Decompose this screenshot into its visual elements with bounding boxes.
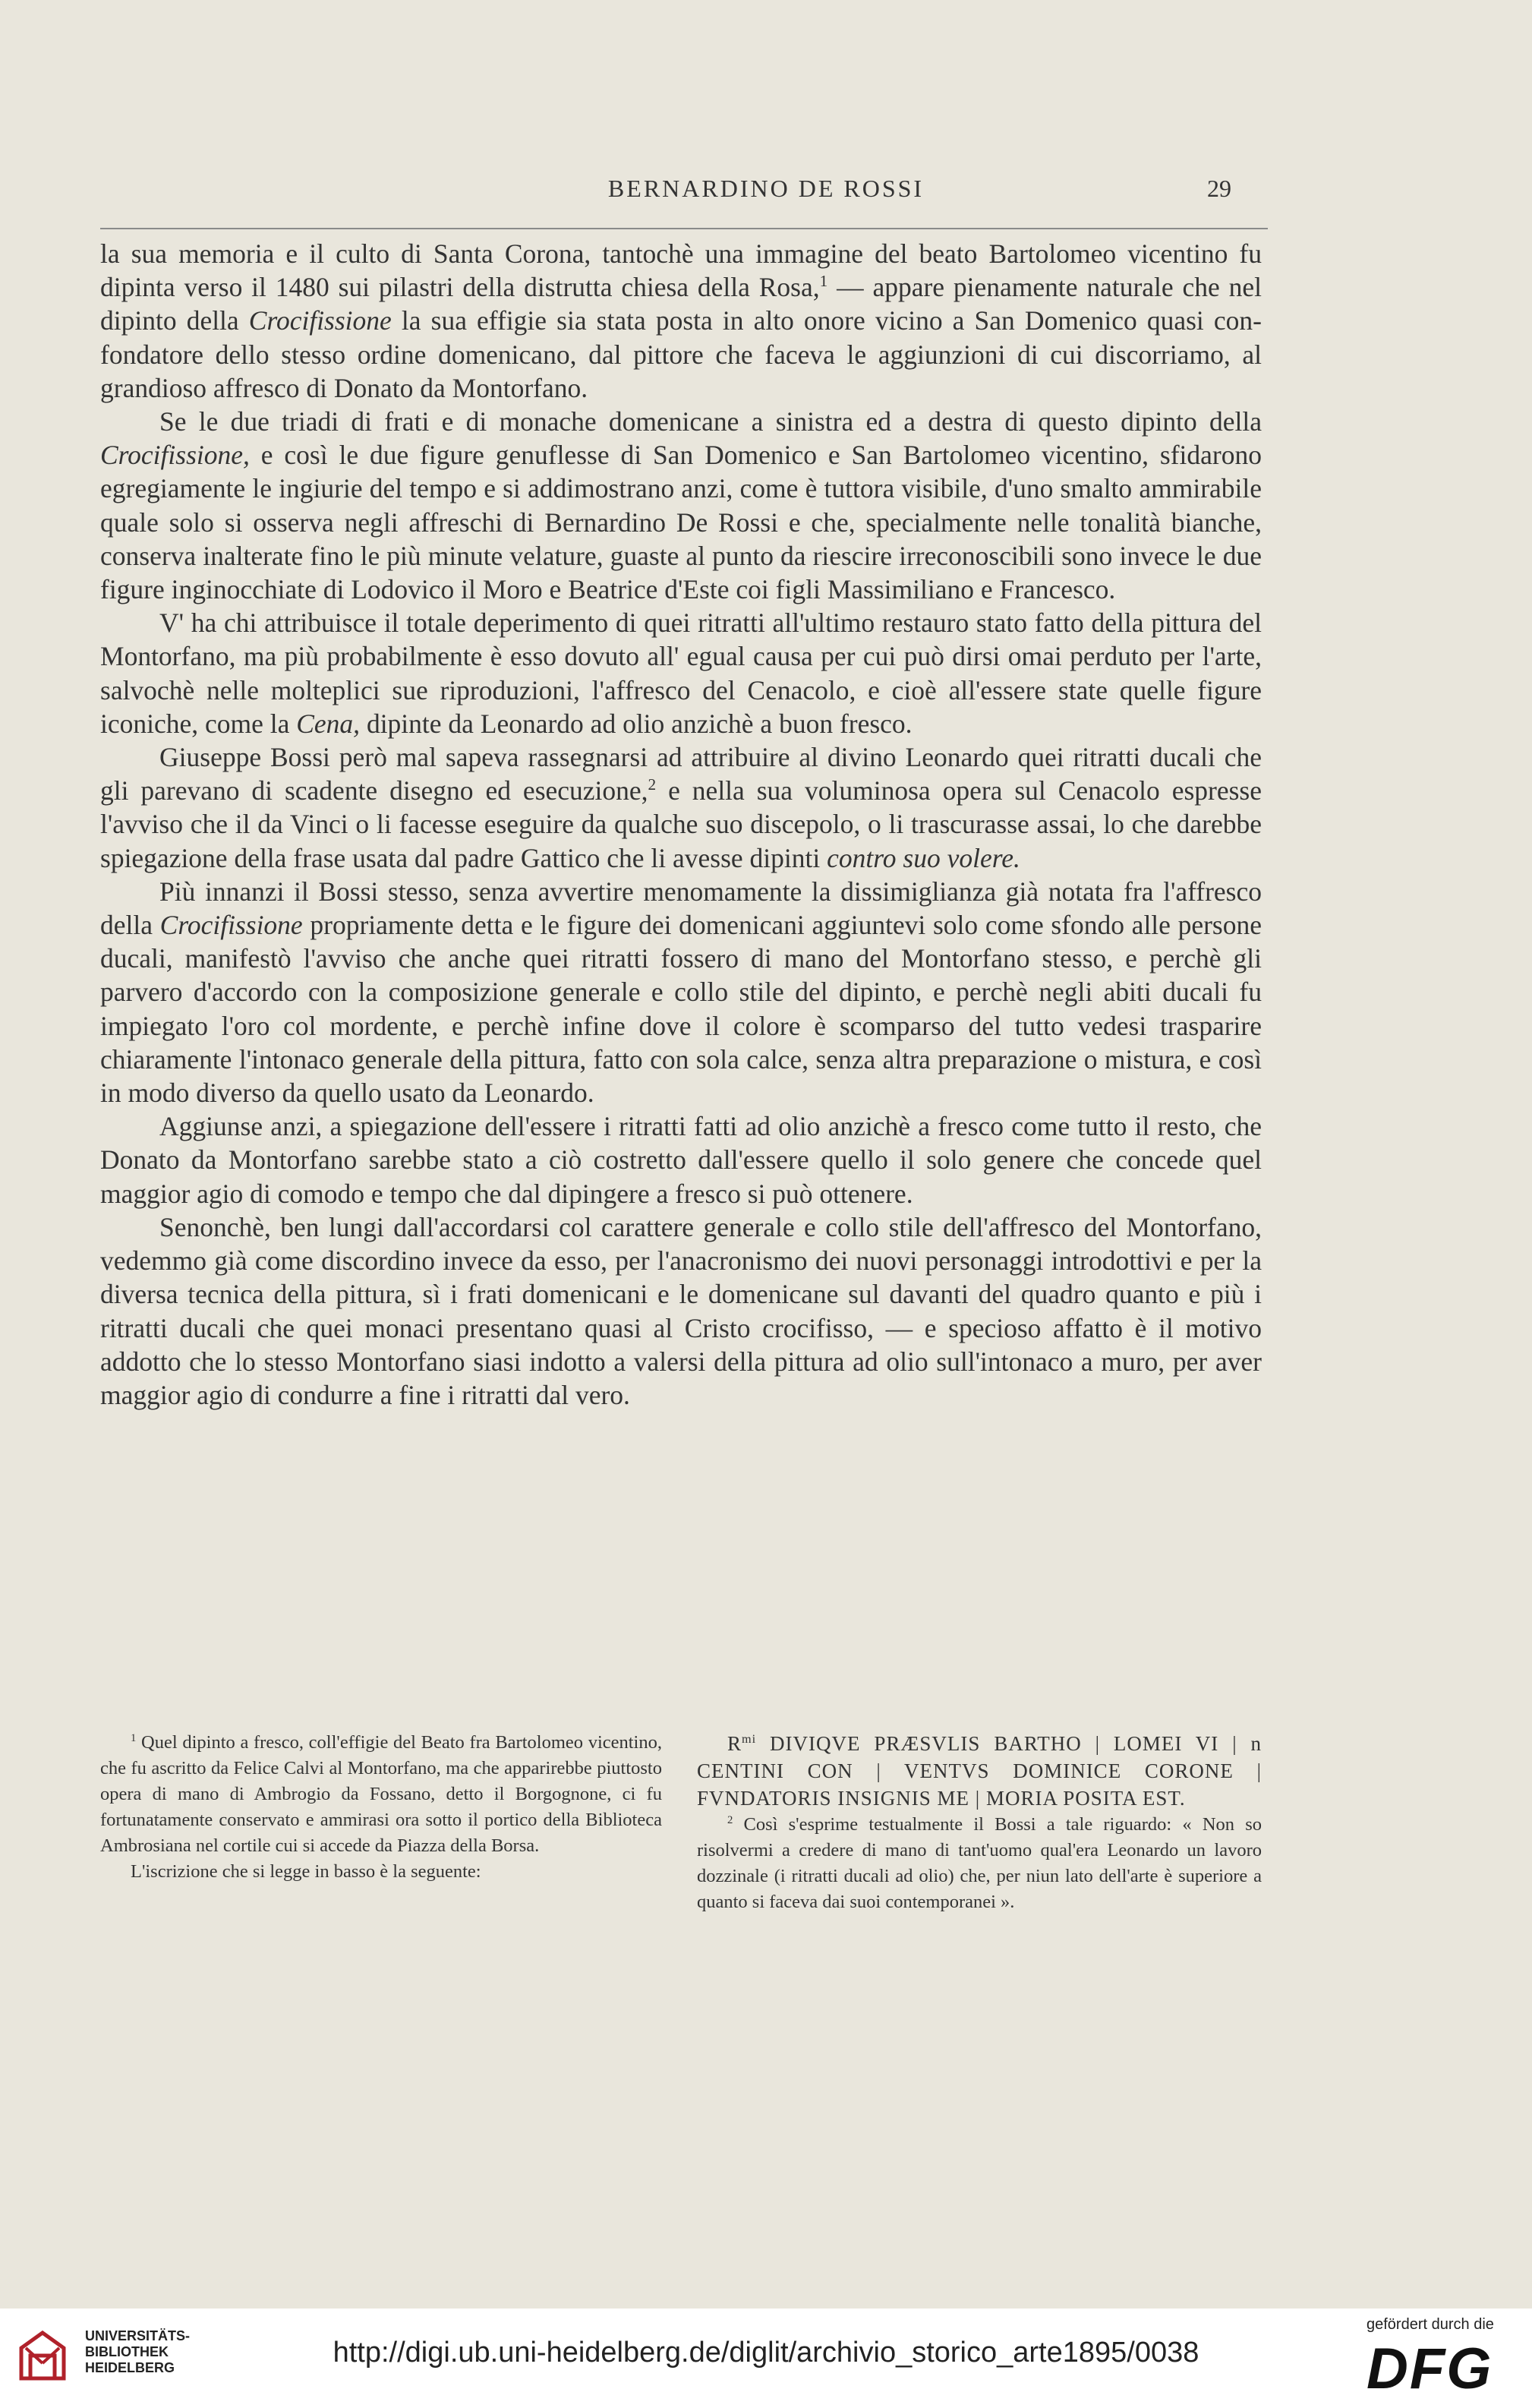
text-run: DIVIQVE PRÆSVLIS BARTHO | LOMEI VI | n CENTINI CON | VENTVS DOMINICE CORONE | FVNDATORIS INSIGNIS ME | MORIA POSITA EST. <box>697 1732 1262 1810</box>
inscription-text <box>697 1730 1262 1812</box>
page-number: 29 <box>1207 175 1231 202</box>
paragraph <box>100 1109 1262 1210</box>
paragraph <box>100 740 1262 875</box>
paragraph <box>100 405 1262 606</box>
footnote-marker: 1 <box>131 1731 137 1744</box>
footnote-2 <box>697 1812 1262 1915</box>
paragraph <box>100 606 1262 740</box>
text-run: dipinte da Leonardo ad olio anzichè a buon fresco. <box>360 708 913 739</box>
paragraph <box>100 237 1262 405</box>
italic-title: Crocifissione <box>159 910 303 941</box>
text-run: Quel dipinto a fresco, coll'effigie del Beato fra Bartolomeo vicentino, che fu ascritto da Felice Calvi al Montorfano, ma che apparirebbe piuttosto opera di mano di Ambrogio da Fossano, detto il Borgognone, ci fu fortunatamente conservato e ammirasi ora sotto il portico della Biblioteca Ambrosiana nel cortile cui si accede da Piazza della Borsa. <box>100 1732 662 1856</box>
italic-title: Crocifissione, <box>100 440 250 471</box>
header-rule <box>100 228 1268 229</box>
body-text <box>100 237 1262 1412</box>
paragraph <box>100 875 1262 1109</box>
text-run: R <box>727 1732 742 1755</box>
text-run: — appare pienamente naturale che nel dipinto della <box>100 272 1262 336</box>
running-header-title: BERNARDINO DE ROSSI <box>607 175 925 202</box>
footnote-marker: 2 <box>648 775 657 794</box>
text-run: la sua memoria e il culto di Santa Corona, tantochè una immagine del beato Bartolomeo vicentino fu dipinta verso il 1480 sui pilastri della distrutta chiesa della Rosa, <box>100 238 1262 303</box>
italic-title: contro suo volere. <box>827 842 1020 873</box>
text-run: Giuseppe Bossi però mal sapeva rassegnarsi ad attribuire al divino Leonardo quei ritratti ducali che gli parevano di scadente disegno ed esecuzione, <box>100 742 1262 806</box>
text-run: Aggiunse anzi, a spiegazione dell'essere i ritratti fatti ad olio anzichè a fresco come tutto il resto, che Donato da Montorfano sarebbe stato a ciò costretto dall'essere quello il solo genere che concede quel maggior agio di comodo e tempo che dal dipingere a fresco si può ottenere. <box>100 1111 1262 1209</box>
footnotes-right-column <box>697 1730 1262 1915</box>
text-run: Così s'esprime testualmente il Bossi a tale riguardo: « Non so risolvermi a credere di mano di tant'uomo qual'era Leonardo un lavoro dozzinale (i ritratti ducali ad olio) che, per niun lato dell'arte è superiore a quanto si faceva dai suoi contemporanei ». <box>697 1814 1262 1912</box>
footnote-1 <box>100 1730 662 1859</box>
footnote-marker: 2 <box>727 1813 733 1826</box>
text-run: e nella sua voluminosa opera sul Cenacolo espresse l'avviso che il da Vinci o li facesse eseguire da qualche suo discepolo, o li trascurasse assai, lo che darebbe spiegazione della frase usata dal padre Gattico che li avesse dipinti <box>100 775 1262 873</box>
footnote-continuation <box>100 1859 662 1885</box>
footnotes-left-column <box>100 1730 662 1885</box>
text-run: V' ha chi attribuisce il totale deperimento di quei ritratti all'ultimo restauro stato fatto della pittura del Montorfano, ma più probabilmente è esso dovuto all' egual causa per cui può dirsi omai perduto per l'arte, salvochè nelle molteplici sue riproduzioni, l'affresco del Cenacolo, e cioè all'essere state quelle figure iconiche, come la <box>100 608 1262 739</box>
text-run: la sua effigie sia stata posta in alto onore vicino a San Domenico quasi con-fondatore dello stesso ordine domenicano, dal pittore che faceva le aggiunzioni di cui discorriamo, al grandioso affresco di Donato da Montorfano. <box>100 305 1262 403</box>
paragraph <box>100 1210 1262 1412</box>
library-line: HEIDELBERG <box>85 2360 175 2375</box>
text-run: Se le due triadi di frati e di monache domenicane a sinistra ed a destra di questo dipinto della <box>159 406 1262 437</box>
italic-title: Cena, <box>296 708 361 739</box>
dfg-logo[interactable]: DFG <box>1367 2337 1493 2401</box>
text-run: L'iscrizione che si legge in basso è la seguente: <box>131 1861 481 1882</box>
funding-caption: gefördert durch die <box>1367 2316 1494 2333</box>
italic-title: Crocifissione <box>248 305 392 336</box>
text-run: Senonchè, ben lungi dall'accordarsi col carattere generale e collo stile dell'affresco del Montorfano, vedemmo già come discordino invece da esso, per l'anacronismo dei nuovi personaggi introdottivi e per la diversa tecnica della pittura, sì i frati domenicani e le domenicane sul davanti del quadro quanto e più i ritratti ducali che quei monaci presentano quasi al Cristo crocifisso, — e specioso affatto è il motivo addotto che lo stesso Montorfano siasi indotto a valersi della pittura ad olio sull'intonaco a muro, per aver maggior agio di condurre a fine i ritratti dal vero. <box>100 1211 1262 1410</box>
footnote-marker: mi <box>742 1732 757 1746</box>
footnote-marker: 1 <box>819 272 828 291</box>
source-url-link[interactable]: http://digi.ub.uni-heidelberg.de/diglit/archivio_storico_arte1895/0038 <box>333 2337 1199 2369</box>
text-run: propriamente detta e le figure dei domenicani aggiuntevi solo come sfondo alle persone ducali, manifestò l'avviso che anche quei ritratti fossero di mano del Montorfano stesso, e perchè gli parvero d'accordo con la composizione generale e collo stile del dipinto, e perchè negli abiti ducali fu impiegato l'oro col mordente, e perchè infine dove il colore è scomparso del tutto vedesi trasparire chiaramente l'intonaco generale della pittura, fatto con sola calce, senza altra preparazione o mistura, e così in modo diverso da quello usato da Leonardo. <box>100 910 1262 1109</box>
library-line: UNIVERSITÄTS- <box>85 2328 191 2343</box>
text-run: Più innanzi il Bossi stesso, senza avvertire menomamente la dissimiglianza già notata fra l'affresco della <box>100 876 1262 941</box>
library-line: BIBLIOTHEK <box>85 2344 169 2359</box>
text-run: e così le due figure genuflesse di San Domenico e San Bartolomeo vicentino, sfidarono egregiamente le ingiurie del tempo e si addimostrano anzi, come è tuttora visibile, d'uno smalto ammirabile quale solo si osserva negli affreschi di Bernardino De Rossi e che, specialmente nelle tonalità bianche, conserva inalterate fino le più minute velature, guaste al punto da riescire irreconoscibili sono invece le due figure inginocchiate di Lodovico il Moro e Beatrice d'Este coi figli Massimiliano e Francesco. <box>100 440 1262 605</box>
